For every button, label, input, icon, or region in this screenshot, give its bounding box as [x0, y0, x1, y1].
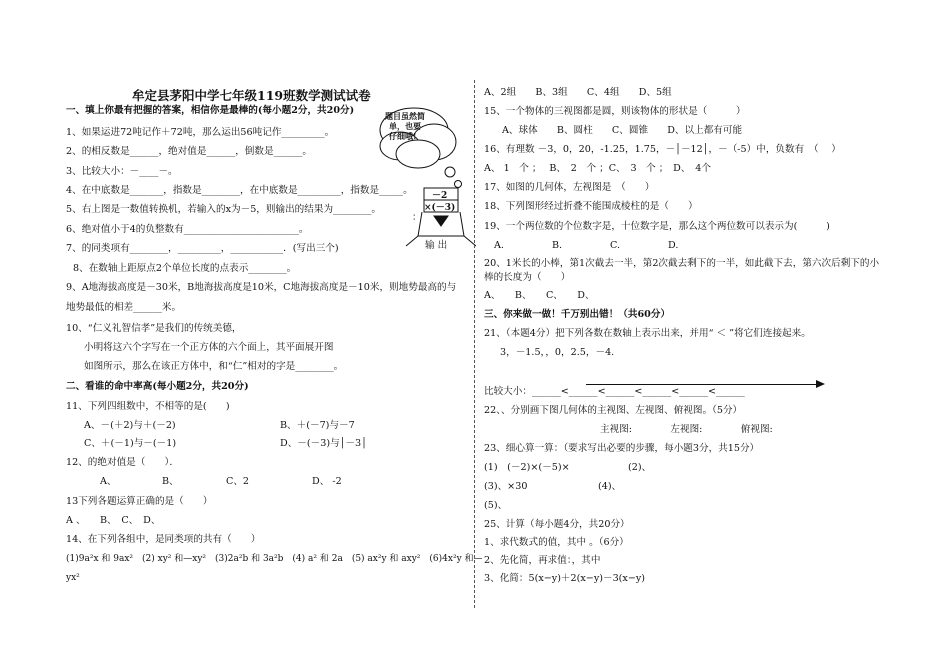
question-14-options: A、2组 B、3组 C、4组 D、5组	[484, 87, 672, 98]
question-4: 4、在中底数是_______，指数是________，在中底数是_________，指数是_____。	[66, 185, 413, 196]
question-8: 8、在数轴上距原点2个单位长度的点表示________。	[73, 263, 297, 274]
question-23: 23、细心算一算：（要求写出必要的步骤，每小题3分，共15分）	[484, 443, 760, 454]
cloud-text-3: 仔细哦!	[389, 131, 417, 141]
question-20-options: A、 B、 C、 D、	[484, 290, 595, 301]
question-20-line-2: 棒的长度为（ ）	[484, 272, 571, 283]
question-22-view-labels: 主视图: 左视图: 俯视图:	[600, 424, 773, 435]
question-25-part-3: 3、化简：5(x−y)＋2(x−y)－3(x−y)	[484, 573, 646, 584]
page-title: 牟定县茅阳中学七年级119班数学测试试卷	[132, 88, 371, 103]
question-25-part-2: 2、先化简，再求值：，其中	[484, 555, 601, 566]
question-23-part-4: (4)、	[598, 481, 622, 492]
question-18: 18、下列图形经过折叠不能围成棱柱的是（ ）	[484, 201, 698, 212]
question-16: 16、有理数 －3，0，20，-1.25，1.75，－│－12│，－（-5）中，负数有 （ ）	[484, 144, 841, 155]
question-14: 14、在下列各组中，是同类项的共有（ ）	[66, 534, 261, 545]
question-12: 12、的绝对值是（ ）．	[66, 457, 179, 468]
question-6: 6、绝对值小于4的负整数有________________________。	[66, 224, 309, 235]
question-10-line-3: 如图所示，那么在该正方体中，和“仁”相对的字是________。	[84, 361, 344, 372]
question-2: 2、的相反数是______，绝对值是______，倒数是______。	[66, 146, 312, 157]
number-line-arrow-icon	[816, 380, 825, 388]
question-23-part-1: (1) (－2)×(－5)×	[484, 462, 570, 473]
question-23-part-3: (3)、×30	[484, 481, 528, 492]
question-12-option-d: D、 -2	[312, 476, 342, 487]
question-14-groups: (1)9a²x 和 9ax² (2) xy² 和—xy² (3)2a²b 和 3a²b (4) a² 和 2a (5) ax²y 和 axy² (6)4x²y 和—	[66, 554, 483, 564]
question-15-options: A、球体 B、圆柱 C、圆锥 D、以上都有可能	[502, 125, 743, 136]
question-12-option-c: C、2	[226, 476, 250, 487]
question-21-numbers: 3，－1.5，，0，2.5，－4.	[500, 347, 615, 358]
question-7: 7、的同类项有________，_________，___________．(写出三个)	[66, 243, 339, 254]
question-5: 5、右上图是一数值转换机，若输入的x为－5，则输出的结果为________。	[66, 204, 382, 215]
question-11-option-d: D、－(－3)与│－3│	[280, 438, 367, 449]
question-20-line-1: 20、1米长的小棒，第1次截去一半，第2次截去剩下的一半，如此截下去，第六次后剩下的小	[484, 258, 880, 269]
question-14-groups-wrap: yx²	[66, 573, 80, 583]
compare-line: 比较大小：______<______<______<______<______<______	[484, 386, 745, 397]
question-12-option-a: A、	[100, 476, 117, 487]
cloud-text-1: 题目虽然简	[385, 111, 425, 121]
question-3: 3、比较大小：－____－。	[66, 166, 178, 177]
section-1-heading: 一、填上你最有把握的答案，相信你是最棒的(每小题2分，共20分)	[66, 105, 355, 116]
question-25-part-1: 1、求代数式的值，其中 。（6分）	[484, 537, 629, 548]
question-25: 25、计算（每小题4分，共20分）	[484, 519, 630, 530]
cloud-text-2: 单，也要	[389, 121, 421, 131]
section-3-heading: 三、你来做一做！千万别出错！（共60分）	[484, 309, 671, 320]
machine-step-minus-2: －2	[432, 191, 448, 201]
question-21: 21、（本题4分）把下列各数在数轴上表示出来，并用“ ＜ ”将它们连接起来。	[484, 328, 811, 339]
question-10-line-1: 10、“仁义礼智信孝”是我们的传统美德，	[66, 323, 242, 334]
question-15: 15、一个物体的三视图都是圆，则该物体的形状是（ ）	[484, 106, 746, 117]
section-2-heading: 二、看谁的命中率高(每小题2分，共20分)	[66, 381, 249, 392]
question-19-options: A. B. C. D.	[494, 240, 679, 251]
question-17: 17、如图的几何体，左视图是 （ ）	[484, 182, 655, 193]
column-separator	[474, 80, 475, 608]
question-22: 22、、分别画下图几何体的主视图、左视图、俯视图。（5分）	[484, 405, 743, 416]
question-1: 1、如果运进72吨记作＋72吨，那么运出56吨记作_________。	[66, 127, 335, 138]
question-16-options: A、 1 个 ； B、 2 个 ；C、 3 个 ； D、 4个	[484, 163, 711, 174]
question-13: 13下列各题运算正确的是（ ）	[66, 496, 213, 507]
question-9-line-2: 地势最低的相差______米。	[66, 302, 182, 313]
machine-dots: ：	[412, 212, 422, 223]
question-10-line-2: 小明将这六个字写在一个正方体的六个面上，其平面展开图	[84, 342, 334, 353]
question-11-option-c: C、＋(－1)与－(－1)	[84, 438, 177, 449]
question-12-option-b: B、	[162, 476, 179, 487]
question-9-line-1: 9、A地海拔高度是－30米，B地海拔高度是10米，C地海拔高度是－10米，则地势最高的与	[66, 282, 457, 293]
question-23-part-5: (5)、	[484, 500, 508, 511]
question-11: 11、下列四组数中，不相等的是( )	[66, 401, 230, 412]
question-13-options: A 、 B、 C、 D、	[66, 515, 161, 526]
question-19: 19、一个两位数的个位数字是，十位数字是，那么这个两位数可以表示为( )	[484, 221, 830, 232]
question-11-option-a: A、－(＋2)与＋(－2)	[84, 420, 176, 431]
machine-output-label: 输 出	[425, 240, 448, 251]
machine-step-times-neg-3: ×(－3)	[424, 203, 456, 213]
question-11-option-b: B、＋(－7)与－7	[280, 420, 355, 431]
number-line	[586, 384, 818, 385]
question-23-part-2: (2)、	[628, 462, 652, 473]
